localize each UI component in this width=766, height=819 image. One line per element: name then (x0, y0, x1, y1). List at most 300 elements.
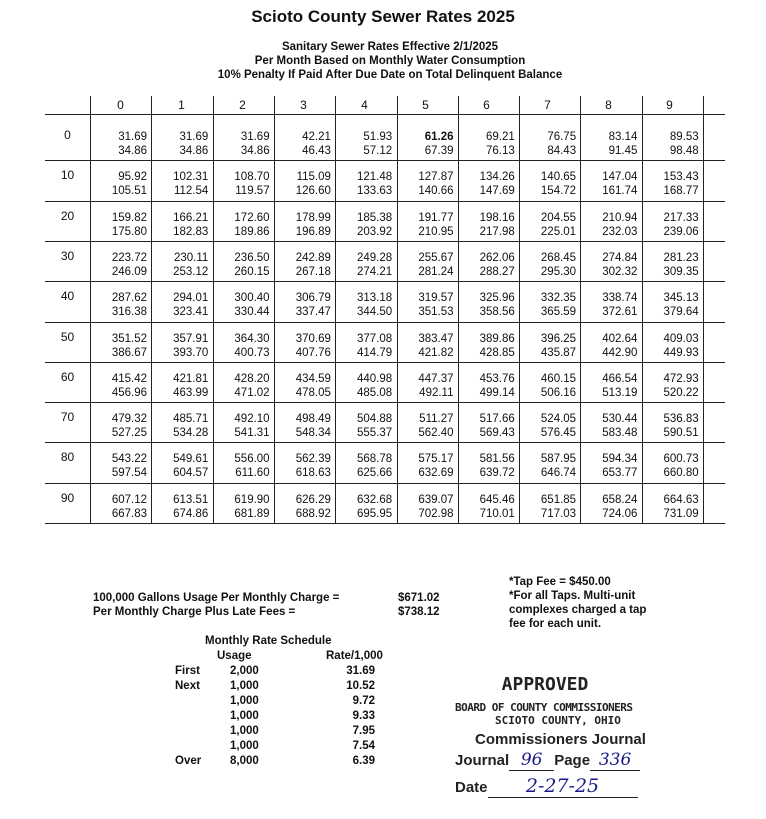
late-value: 196.89 (295, 225, 331, 238)
row-header: 90 (60, 490, 75, 505)
table-cell (581, 332, 637, 360)
rate-value: 447.37 (418, 372, 454, 385)
rate-value: 332.35 (540, 292, 577, 305)
rate-value: 172.60 (234, 211, 270, 224)
row-header: 0 (64, 128, 71, 142)
column-header: 8 (605, 98, 612, 112)
late-value: 499.14 (479, 386, 515, 399)
rate-value: 472.93 (663, 372, 699, 385)
approval-stamp (455, 674, 675, 798)
late-value: 34.86 (179, 145, 209, 157)
row-header: 40 (60, 289, 75, 304)
late-value: 569.43 (479, 427, 515, 440)
approved-text: APPROVED (501, 674, 589, 695)
date-label: Date (455, 779, 488, 796)
table-rule (45, 483, 725, 484)
table-cell (520, 412, 576, 440)
table-cell (459, 170, 515, 198)
rate-schedule (170, 634, 400, 774)
column-header: 9 (666, 98, 673, 112)
column-header: 6 (483, 98, 490, 112)
late-value: 351.53 (418, 306, 454, 319)
table-rule (45, 402, 725, 403)
rate-value: 134.26 (479, 171, 515, 184)
table-cell (91, 452, 147, 480)
table-cell (275, 332, 331, 360)
rate-value: 549.61 (173, 453, 209, 466)
late-value: 175.80 (111, 225, 147, 238)
rate-value: 581.56 (479, 453, 515, 466)
rate-value: 415.42 (111, 372, 147, 385)
table-cell (398, 332, 454, 360)
rate-value: 556.00 (234, 453, 270, 466)
rate-value: 434.59 (295, 372, 331, 385)
rate-value: 338.74 (602, 292, 638, 305)
table-cell (643, 211, 699, 239)
row-header: 60 (60, 369, 75, 384)
rate-value: 524.05 (540, 413, 577, 426)
rate-value: 76.75 (547, 131, 577, 143)
table-rule (45, 201, 725, 202)
page-title: Scioto County Sewer Rates 2025 (251, 7, 515, 26)
late-value: 393.70 (173, 346, 209, 359)
table-cell (152, 130, 208, 158)
late-value: 126.60 (295, 185, 331, 198)
table-cell (214, 412, 270, 440)
table-cell (581, 493, 637, 521)
rate-value: 268.45 (540, 251, 577, 264)
rate-value: 153.43 (663, 171, 699, 184)
table-cell (275, 130, 331, 158)
late-value: 154.72 (540, 185, 577, 198)
subtitle-line: Per Month Based on Monthly Water Consumption (254, 55, 526, 67)
late-value: 520.22 (663, 386, 699, 399)
rate-value: 242.89 (295, 251, 331, 264)
late-value: 84.43 (547, 145, 577, 157)
rate-value: 619.90 (234, 493, 270, 506)
late-value: 625.66 (357, 467, 393, 480)
table-cell (520, 170, 576, 198)
schedule-usage: 8,000 (230, 755, 259, 767)
late-value: 724.06 (602, 507, 638, 520)
table-rule (45, 523, 725, 524)
schedule-rate: 9.33 (352, 710, 375, 722)
late-value: 506.16 (540, 386, 577, 399)
journal-value: 96 (509, 750, 554, 771)
table-cell (336, 493, 392, 521)
table-cell (459, 291, 515, 319)
rate-value: 345.13 (663, 292, 699, 305)
table-cell (459, 493, 515, 521)
rate-value: 562.39 (295, 453, 331, 466)
table-cell (581, 170, 637, 198)
late-value: 98.48 (669, 145, 699, 157)
rate-value: 479.32 (111, 413, 147, 426)
late-value: 217.98 (479, 225, 515, 238)
row-header: 10 (60, 168, 75, 183)
rate-value: 613.51 (173, 493, 209, 506)
late-value: 147.69 (479, 185, 515, 198)
late-value: 646.74 (540, 467, 577, 480)
table-cell (214, 251, 270, 279)
tap-fee-note (509, 575, 646, 631)
table-cell (398, 372, 454, 400)
table-cell (214, 211, 270, 239)
table-cell (91, 251, 147, 279)
rate-value: 61.26 (424, 131, 454, 143)
page-label: Page (554, 752, 591, 769)
rate-value: 198.16 (479, 211, 515, 224)
table-cell (91, 493, 147, 521)
rate-value: 377.08 (357, 332, 393, 345)
late-value: 225.01 (540, 225, 577, 238)
table-cell (275, 170, 331, 198)
column-header: 1 (178, 98, 185, 112)
rate-value: 69.21 (486, 131, 515, 143)
column-header: 3 (300, 98, 307, 112)
rate-value: 217.33 (663, 211, 699, 224)
column-header: 7 (544, 98, 551, 112)
rate-value: 364.30 (234, 332, 270, 345)
late-value: 702.98 (418, 507, 454, 520)
table-cell (643, 372, 699, 400)
schedule-usage: 1,000 (230, 680, 259, 692)
rate-value: 409.03 (663, 332, 699, 345)
rate-value: 543.22 (111, 453, 147, 466)
table-cell (336, 211, 392, 239)
table-cell (459, 452, 515, 480)
rate-value: 51.93 (363, 131, 393, 143)
schedule-rate: 10.52 (346, 680, 375, 692)
rate-value: 166.21 (173, 211, 209, 224)
rate-value: 664.63 (663, 493, 699, 506)
table-cell (214, 130, 270, 158)
late-value: 492.11 (419, 386, 454, 399)
table-cell (520, 493, 576, 521)
late-value: 323.41 (173, 306, 209, 319)
late-value: 695.95 (357, 507, 393, 520)
table-cell (214, 452, 270, 480)
table-cell (91, 372, 147, 400)
table-cell (336, 291, 392, 319)
rate-value: 31.69 (118, 131, 147, 143)
tap-line: fee for each unit. (509, 618, 602, 630)
table-cell (520, 251, 576, 279)
table-cell (152, 372, 208, 400)
late-value: 456.96 (111, 386, 147, 399)
rate-value: 396.25 (540, 332, 577, 345)
table-cell (152, 211, 208, 239)
table-cell (152, 412, 208, 440)
schedule-usage: 2,000 (230, 665, 259, 677)
subtitle-line: 10% Penalty If Paid After Due Date on Total Delinquent Balance (217, 69, 563, 81)
rate-value: 249.28 (357, 251, 393, 264)
late-value: 710.01 (479, 507, 515, 520)
table-cell (398, 452, 454, 480)
late-value: 189.86 (234, 225, 270, 238)
rate-value: 440.98 (357, 372, 393, 385)
rate-value: 223.72 (111, 251, 147, 264)
table-cell (91, 332, 147, 360)
table-cell (152, 170, 208, 198)
rate-value: 626.29 (295, 493, 331, 506)
table-cell (398, 412, 454, 440)
rate-value: 89.53 (669, 131, 699, 143)
late-value: 667.83 (111, 507, 147, 520)
rate-value: 204.55 (540, 211, 577, 224)
rate-value: 262.06 (479, 251, 515, 264)
table-cell (336, 251, 392, 279)
late-value: 57.12 (363, 145, 393, 157)
late-value: 597.54 (111, 467, 147, 480)
table-cell (581, 452, 637, 480)
rate-value: 389.86 (479, 332, 515, 345)
rate-value: 607.12 (111, 493, 147, 506)
table-cell (275, 412, 331, 440)
table-cell (275, 211, 331, 239)
table-rule (45, 442, 725, 443)
late-value: 302.32 (602, 265, 638, 278)
table-cell (275, 251, 331, 279)
column-header: 5 (422, 98, 429, 112)
schedule-pre: Next (175, 680, 200, 692)
late-value: 414.79 (357, 346, 393, 359)
table-cell (520, 452, 576, 480)
journal-label: Journal (455, 752, 510, 769)
schedule-usage: 1,000 (230, 710, 259, 722)
table-cell (643, 170, 699, 198)
rate-value: 530.44 (602, 413, 638, 426)
schedule-rate: 7.95 (352, 725, 375, 737)
late-value: 632.69 (418, 467, 454, 480)
rate-value: 421.81 (173, 372, 209, 385)
table-cell (336, 372, 392, 400)
late-value: 541.31 (234, 427, 270, 440)
rate-value: 319.57 (418, 292, 454, 305)
late-value: 161.74 (602, 185, 638, 198)
rate-value: 83.14 (608, 131, 638, 143)
schedule-rate: 6.39 (352, 755, 375, 767)
late-value: 281.24 (418, 265, 454, 278)
rate-value: 274.84 (602, 251, 638, 264)
summary-value-2: $738.12 (398, 606, 440, 618)
rate-value: 645.46 (479, 493, 515, 506)
rate-value: 159.82 (111, 211, 147, 224)
rate-value: 658.24 (602, 493, 638, 506)
rate-value: 210.94 (602, 211, 638, 224)
table-cell (398, 130, 454, 158)
table-cell (643, 251, 699, 279)
table-cell (152, 452, 208, 480)
late-value: 421.82 (418, 346, 454, 359)
late-value: 611.60 (235, 467, 270, 480)
table-cell (91, 170, 147, 198)
late-value: 288.27 (479, 265, 515, 278)
table-cell (398, 291, 454, 319)
table-cell (459, 372, 515, 400)
table-cell (275, 493, 331, 521)
late-value: 688.92 (295, 507, 331, 520)
table-cell (152, 251, 208, 279)
table-cell (581, 372, 637, 400)
late-value: 337.47 (295, 306, 331, 319)
rate-value: 632.68 (357, 493, 393, 506)
late-value: 203.92 (357, 225, 393, 238)
rate-value: 492.10 (234, 413, 270, 426)
late-value: 316.38 (111, 306, 147, 319)
table-cell (336, 452, 392, 480)
rate-value: 255.67 (418, 251, 454, 264)
late-value: 731.09 (663, 507, 699, 520)
rate-value: 230.11 (173, 251, 209, 264)
schedule-pre: First (175, 665, 200, 677)
schedule-pre: Over (175, 755, 202, 767)
rate-value: 313.18 (357, 292, 393, 305)
summary-value-1: $671.02 (398, 592, 440, 604)
table-cell (459, 251, 515, 279)
late-value: 295.30 (540, 265, 577, 278)
rate-value: 357.91 (173, 332, 209, 345)
table-cell (336, 332, 392, 360)
rate-value: 511.27 (419, 413, 454, 426)
table-rule (45, 114, 725, 115)
table-cell (336, 170, 392, 198)
late-value: 386.67 (111, 346, 147, 359)
late-value: 604.57 (173, 467, 209, 480)
late-value: 639.72 (479, 467, 515, 480)
table-rule (45, 281, 725, 282)
rate-value: 651.85 (540, 493, 577, 506)
rate-value: 402.64 (602, 332, 638, 345)
table-cell (459, 130, 515, 158)
table-rule (45, 362, 725, 363)
rate-value: 147.04 (602, 171, 638, 184)
late-value: 513.19 (602, 386, 638, 399)
rate-value: 575.17 (418, 453, 454, 466)
late-value: 485.08 (357, 386, 393, 399)
row-header: 80 (60, 450, 75, 465)
rate-value: 428.20 (234, 372, 270, 385)
late-value: 34.86 (240, 145, 270, 157)
table-cell (459, 412, 515, 440)
late-value: 562.40 (418, 427, 454, 440)
rate-value: 536.83 (663, 413, 699, 426)
tap-line: *Tap Fee = $450.00 (509, 576, 611, 588)
rate-value: 383.47 (418, 332, 454, 345)
table-cell (581, 291, 637, 319)
late-value: 119.57 (235, 185, 270, 198)
table-cell (459, 211, 515, 239)
table-cell (336, 412, 392, 440)
rate-value: 517.66 (479, 413, 515, 426)
late-value: 576.45 (540, 427, 577, 440)
table-rule (45, 241, 725, 242)
table-cell (643, 130, 699, 158)
late-value: 555.37 (357, 427, 393, 440)
table-cell (275, 291, 331, 319)
table-column-rule (703, 96, 704, 523)
late-value: 590.51 (663, 427, 699, 440)
late-value: 112.54 (173, 185, 209, 198)
late-value: 330.44 (234, 306, 270, 319)
column-header-row (90, 96, 700, 114)
late-value: 46.43 (302, 145, 331, 157)
late-value: 105.51 (111, 185, 147, 198)
late-value: 253.12 (173, 265, 209, 278)
late-value: 653.77 (602, 467, 638, 480)
table-cell (152, 332, 208, 360)
table-cell (398, 211, 454, 239)
schedule-usage: 1,000 (230, 740, 259, 752)
late-value: 246.09 (111, 265, 147, 278)
late-value: 583.48 (602, 427, 638, 440)
rate-value: 325.96 (479, 292, 515, 305)
late-value: 344.50 (357, 306, 393, 319)
table-cell (398, 170, 454, 198)
late-value: 435.87 (540, 346, 577, 359)
table-cell (214, 493, 270, 521)
table-cell (520, 291, 576, 319)
table-cell (643, 452, 699, 480)
late-value: 681.89 (234, 507, 270, 520)
rate-value: 281.23 (663, 251, 699, 264)
late-value: 309.35 (663, 265, 699, 278)
rate-value: 466.54 (602, 372, 638, 385)
summary-label-2: Per Monthly Charge Plus Late Fees = (93, 606, 296, 618)
table-cell (336, 130, 392, 158)
schedule-usage: 1,000 (230, 725, 259, 737)
late-value: 407.76 (295, 346, 331, 359)
tap-line: *For all Taps. Multi-unit (509, 590, 636, 602)
table-cell (520, 211, 576, 239)
table-cell (398, 493, 454, 521)
late-value: 379.64 (663, 306, 699, 319)
late-value: 365.59 (540, 306, 577, 319)
subtitle-line: Sanitary Sewer Rates Effective 2/1/2025 (281, 41, 499, 53)
late-value: 400.73 (234, 346, 270, 359)
late-value: 274.21 (357, 265, 393, 278)
late-value: 232.03 (602, 225, 638, 238)
late-value: 428.85 (479, 346, 515, 359)
rate-value: 178.99 (295, 211, 331, 224)
schedule-usage-header: Usage (217, 650, 252, 662)
late-value: 527.25 (111, 427, 147, 440)
rate-value: 140.65 (540, 171, 577, 184)
rate-value: 127.87 (418, 171, 454, 184)
table-cell (643, 493, 699, 521)
table-cell (643, 332, 699, 360)
rate-value: 95.92 (118, 171, 147, 184)
column-header: 0 (117, 98, 124, 112)
late-value: 168.77 (663, 185, 699, 198)
rate-value: 306.79 (295, 292, 331, 305)
late-value: 34.86 (118, 145, 147, 157)
rate-value: 594.34 (602, 453, 638, 466)
table-cell (520, 372, 576, 400)
rate-value: 587.95 (540, 453, 577, 466)
late-value: 534.28 (173, 427, 209, 440)
rate-value: 453.76 (479, 372, 515, 385)
table-cell (581, 130, 637, 158)
table-cell (581, 211, 637, 239)
row-header: 50 (60, 329, 75, 344)
rate-value: 568.78 (357, 453, 393, 466)
late-value: 260.15 (234, 265, 270, 278)
late-value: 182.83 (173, 225, 209, 238)
page-value: 336 (590, 750, 640, 771)
rate-value: 108.70 (234, 171, 270, 184)
rate-value: 504.88 (357, 413, 393, 426)
